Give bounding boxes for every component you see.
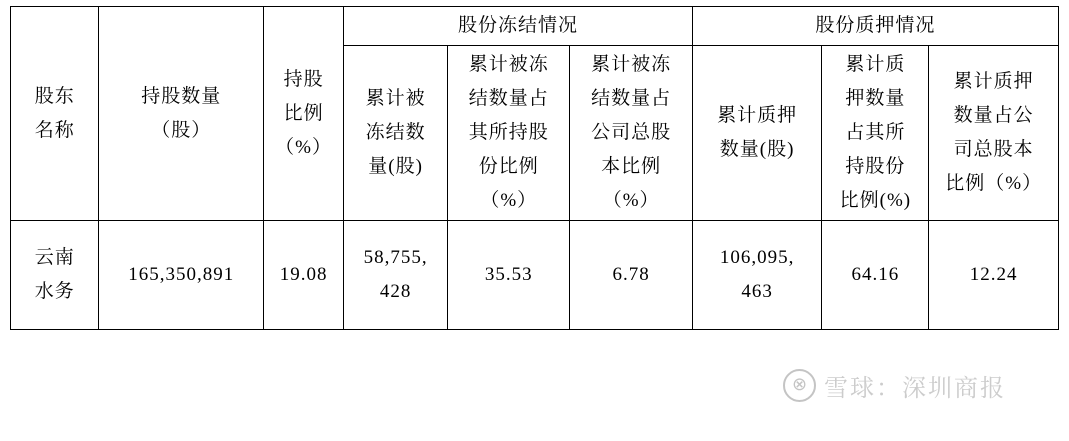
header-pledge-ratio-of-holding-line1: 累计质 [845, 54, 906, 75]
header-pledge-total-line2: 数量(股) [719, 139, 795, 160]
cell-frozen-total-line1: 58,755, [363, 247, 428, 268]
header-frozen-ratio-of-holding-line1: 累计被冻 [468, 54, 549, 75]
cell-frozen-total-line2: 428 [379, 281, 412, 302]
header-frozen-ratio-of-total-line5: （%） [602, 190, 660, 211]
header-group-pledge: 股份质押情况 [692, 7, 1058, 46]
cell-frozen-total [344, 221, 448, 330]
cell-shareholder-name [11, 221, 99, 330]
cell-shareholder-name-line1: 云南 [34, 247, 75, 268]
header-pledge-ratio-of-holding-line3: 占其所 [845, 122, 906, 143]
header-frozen-total-line1: 累计被 [365, 88, 426, 109]
shareholder-freeze-pledge-table [10, 6, 1059, 330]
header-frozen-total-line3: 量(股) [368, 156, 423, 177]
header-shareholder-name-line2: 名称 [34, 119, 75, 141]
watermark-text: 雪球：深圳商报 [824, 375, 1006, 402]
cell-shareholder-name-line2: 水务 [34, 281, 75, 302]
holder-table-container [10, 6, 1059, 330]
header-frozen-ratio-of-total-line4: 本比例 [601, 156, 662, 177]
header-shareholder-name-line1: 股东 [34, 85, 75, 107]
cell-pledge-ratio-of-total: 12.24 [929, 221, 1059, 330]
cell-frozen-ratio-of-holding: 35.53 [448, 221, 570, 330]
header-pledge-ratio-of-total-line2: 数量占公 [953, 105, 1034, 126]
header-pledge-ratio-of-holding-line2: 押数量 [845, 88, 906, 109]
header-pledge-ratio-of-holding [822, 46, 929, 221]
header-shareholder-name [11, 7, 99, 221]
header-group-frozen: 股份冻结情况 [344, 7, 693, 46]
header-holding-ratio [263, 7, 343, 221]
header-pledge-ratio-of-total-line1: 累计质押 [953, 71, 1034, 92]
cell-shares-held: 165,350,891 [99, 221, 264, 330]
cell-pledge-total [692, 221, 822, 330]
header-frozen-total-line2: 冻结数 [365, 122, 426, 143]
cell-frozen-ratio-of-total: 6.78 [570, 221, 692, 330]
cell-pledge-total-line2: 463 [741, 281, 773, 302]
header-pledge-ratio-of-holding-line4: 持股份 [845, 156, 906, 177]
header-pledge-ratio-of-total-line3: 司总股本 [953, 139, 1034, 160]
cell-pledge-ratio-of-holding: 64.16 [822, 221, 929, 330]
header-frozen-ratio-of-total [570, 46, 692, 221]
header-frozen-total [344, 46, 448, 221]
header-pledge-total [692, 46, 822, 221]
table-row [11, 221, 1059, 330]
header-frozen-ratio-of-holding-line2: 结数量占 [468, 88, 549, 109]
header-pledge-total-line1: 累计质押 [717, 105, 798, 126]
header-pledge-ratio-of-holding-line5: 比例(%) [839, 190, 912, 211]
cell-holding-ratio: 19.08 [263, 221, 343, 330]
header-shares-held [99, 7, 264, 221]
cell-pledge-total-line1: 106,095, [719, 247, 795, 268]
xueqiu-logo-icon: ⊗ [783, 369, 816, 402]
watermark [783, 368, 1006, 403]
header-frozen-ratio-of-total-line2: 结数量占 [591, 88, 672, 109]
header-frozen-ratio-of-total-line3: 公司总股 [591, 122, 672, 143]
header-frozen-ratio-of-holding-line4: 份比例 [478, 156, 539, 177]
header-shares-held-line1: 持股数量 [141, 85, 222, 107]
header-shares-held-line2: （股） [151, 119, 212, 141]
table-header-row-1 [11, 7, 1059, 46]
header-frozen-ratio-of-holding-line3: 其所持股 [468, 122, 549, 143]
header-holding-ratio-line1: 持股 [283, 68, 324, 90]
header-pledge-ratio-of-total-line4: 比例（%） [945, 173, 1043, 194]
header-frozen-ratio-of-total-line1: 累计被冻 [591, 54, 672, 75]
header-holding-ratio-line2: 比例 [283, 102, 324, 124]
header-holding-ratio-line3: （%） [275, 136, 332, 158]
header-frozen-ratio-of-holding [448, 46, 570, 221]
header-pledge-ratio-of-total [929, 46, 1059, 221]
header-frozen-ratio-of-holding-line5: （%） [480, 190, 538, 211]
